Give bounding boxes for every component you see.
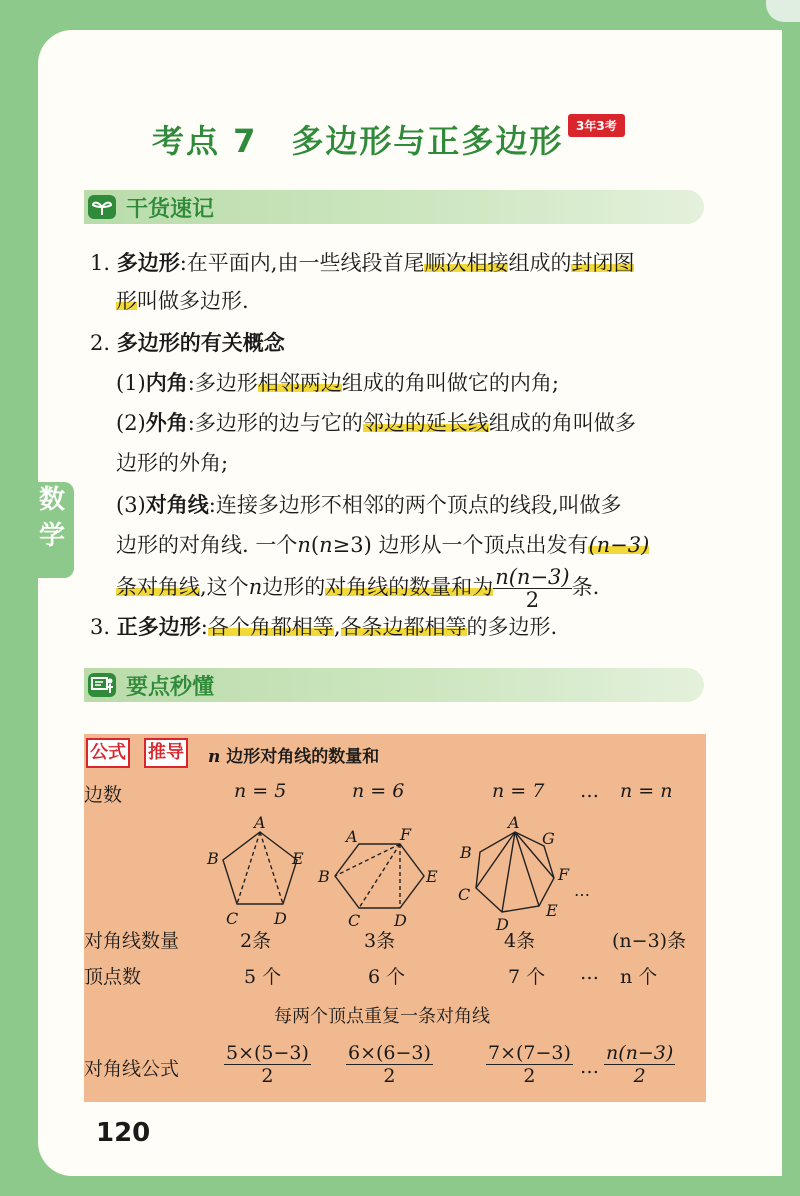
- fraction-denominator: 2: [525, 588, 540, 612]
- page-curl: [766, 0, 800, 22]
- text: (: [310, 533, 320, 557]
- heptagon-ellipsis: …: [574, 881, 590, 900]
- vertex-label: E: [546, 901, 558, 920]
- sub-item-diagonal: [116, 490, 622, 520]
- text: :连接多边形不相邻的两个顶点的线段,叫做多: [208, 493, 622, 517]
- highlight: 邻边的延长线: [362, 411, 489, 435]
- text: 边形的对角线. 一个: [116, 533, 298, 557]
- diag-count-6: 3条: [364, 930, 396, 952]
- highlight: 封闭图: [571, 251, 635, 275]
- text: 边形的外角;: [116, 451, 229, 475]
- vertices-7: 7 个: [508, 966, 546, 988]
- text: 叫做多边形.: [137, 289, 249, 313]
- subject-char: 学: [38, 521, 65, 551]
- row-label-vertices: 顶点数: [84, 966, 142, 988]
- highlight: (n−3): [588, 533, 650, 557]
- text: ,这个: [200, 575, 249, 599]
- sub-item-diagonal-cont: [116, 530, 649, 560]
- vertices-6: 6 个: [368, 966, 406, 988]
- section-header-quick-notes: [84, 190, 704, 224]
- text: 组成的角叫做它的内角;: [341, 371, 559, 395]
- diag-count-5: 2条: [240, 930, 272, 952]
- text: 组成的: [508, 251, 572, 275]
- definition-item-2: [90, 328, 285, 358]
- row-label-sides: 边数: [84, 784, 123, 806]
- vertex-label: B: [460, 843, 472, 862]
- vertex-label: A: [508, 814, 520, 832]
- highlight: 各个角都相等: [207, 615, 334, 639]
- sub-number: (1): [116, 371, 146, 395]
- highlight: 形: [116, 289, 137, 313]
- fraction-numerator: 6×(6−3): [348, 1042, 431, 1064]
- vertices-5: 5 个: [244, 966, 282, 988]
- highlight: 顺次相接: [424, 251, 509, 275]
- fraction-numerator: n(n−3): [606, 1042, 674, 1064]
- text: ≥3) 边形从一个顶点出发有: [332, 533, 589, 557]
- section-label: 要点秒懂: [126, 675, 215, 700]
- formula-n: [604, 1042, 675, 1087]
- formula-ellipsis: …: [580, 1056, 599, 1078]
- term-polygon: 多边形: [116, 251, 180, 275]
- chip-derivation: 推导: [144, 738, 188, 768]
- teacher-board-icon: [88, 673, 116, 697]
- item-number: 3.: [90, 615, 111, 639]
- definition-item-1: [90, 248, 634, 278]
- highlight: 相邻两边: [257, 371, 342, 395]
- fraction-numerator: 5×(5−3): [226, 1042, 309, 1064]
- diag-count-7: 4条: [504, 930, 536, 952]
- fraction-denominator: 2: [633, 1065, 646, 1087]
- sides-5: n = 5: [234, 780, 287, 802]
- text: 条.: [571, 575, 600, 599]
- text: :多边形的边与它的: [187, 411, 363, 435]
- exam-frequency-badge: 3年3考: [568, 114, 625, 137]
- vertex-label: D: [274, 909, 287, 928]
- text: :: [200, 615, 208, 639]
- definition-item-1-cont: [116, 286, 249, 316]
- vertex-label: B: [318, 867, 330, 886]
- formula-5: [224, 1042, 311, 1087]
- text: ,: [333, 615, 341, 639]
- vertex-label: D: [496, 915, 509, 934]
- subject-tab: [30, 482, 74, 578]
- row-label-formula: 对角线公式: [84, 1058, 180, 1080]
- title-text: 边形对角线的数量和: [226, 747, 380, 767]
- sides-6: n = 6: [352, 780, 405, 802]
- fraction-numerator: n(n−3): [495, 565, 570, 589]
- hexagon-figure: [335, 844, 424, 908]
- term: 外角: [145, 411, 188, 435]
- vertex-label: E: [292, 849, 304, 868]
- vertices-ellipsis: …: [580, 962, 599, 984]
- formula-6: [346, 1042, 433, 1087]
- title-topic-number: 考点 7: [152, 122, 258, 160]
- fraction-denominator: 2: [383, 1065, 396, 1087]
- diag-count-n: (n−3)条: [612, 930, 687, 952]
- highlight: 条对角线: [116, 575, 200, 599]
- text: :在平面内,由一些线段首尾: [179, 251, 425, 275]
- section-header-key-points: [84, 668, 704, 702]
- formula-7: [486, 1042, 573, 1087]
- vertex-label: B: [207, 849, 219, 868]
- page-number: 120: [96, 1118, 151, 1148]
- page-title: [152, 116, 563, 162]
- section-label: 干货速记: [126, 197, 215, 222]
- diagonal-count-fraction: [493, 566, 571, 611]
- vertex-label: D: [394, 911, 407, 930]
- vertex-label: C: [226, 909, 239, 928]
- fraction-numerator: 7×(7−3): [488, 1042, 571, 1064]
- highlight: 各条边都相等: [340, 615, 467, 639]
- formula-derivation-box: [84, 734, 706, 1102]
- vertex-label: G: [542, 829, 555, 848]
- vertex-label: A: [254, 814, 266, 832]
- definition-item-3: [90, 612, 557, 642]
- item-number: 2.: [90, 331, 111, 355]
- term: 内角: [145, 371, 188, 395]
- sub-item-interior-angle: [116, 368, 559, 398]
- vertices-n: n 个: [620, 966, 658, 988]
- text: 组成的角叫做多: [488, 411, 636, 435]
- sub-number: (3): [116, 493, 146, 517]
- item-number: 1.: [90, 251, 111, 275]
- row-label-diagonal-count: 对角线数量: [84, 930, 180, 952]
- repeat-note: 每两个顶点重复一条对角线: [274, 1006, 490, 1027]
- var-n: n: [297, 533, 311, 557]
- term-concepts: 多边形的有关概念: [116, 331, 285, 355]
- subject-char: 数: [38, 485, 65, 515]
- text: 的多边形.: [466, 615, 558, 639]
- sub-number: (2): [116, 411, 146, 435]
- title-topic: 多边形与正多边形: [291, 122, 564, 160]
- sides-n: n = n: [620, 780, 673, 802]
- text: 边形的: [262, 575, 326, 599]
- vertex-label: C: [458, 885, 471, 904]
- text: :多边形: [187, 371, 258, 395]
- fraction-denominator: 2: [523, 1065, 536, 1087]
- vertex-label: F: [400, 825, 412, 844]
- polygon-diagrams: [84, 814, 644, 934]
- var-n: n: [248, 575, 263, 599]
- sides-7: n = 7: [492, 780, 545, 802]
- sides-ellipsis: …: [580, 780, 599, 802]
- sub-item-exterior-angle: [116, 408, 636, 438]
- sprout-icon: [88, 195, 116, 219]
- derivation-title: [208, 742, 379, 767]
- pentagon-figure: [223, 832, 297, 904]
- var-n: n: [208, 747, 221, 767]
- vertex-label: E: [426, 867, 438, 886]
- fraction-denominator: 2: [261, 1065, 274, 1087]
- sub-item-exterior-angle-cont: [116, 448, 228, 478]
- vertex-label: F: [558, 865, 570, 884]
- term: 对角线: [145, 493, 209, 517]
- vertex-label: A: [346, 827, 358, 846]
- highlight: 对角线的数量和为: [325, 575, 494, 599]
- chip-formula: 公式: [86, 738, 130, 768]
- var-n: n: [319, 533, 333, 557]
- term-regular-polygon: 正多边形: [116, 615, 201, 639]
- vertex-label: C: [348, 911, 361, 930]
- sub-item-diagonal-cont2: [116, 566, 599, 614]
